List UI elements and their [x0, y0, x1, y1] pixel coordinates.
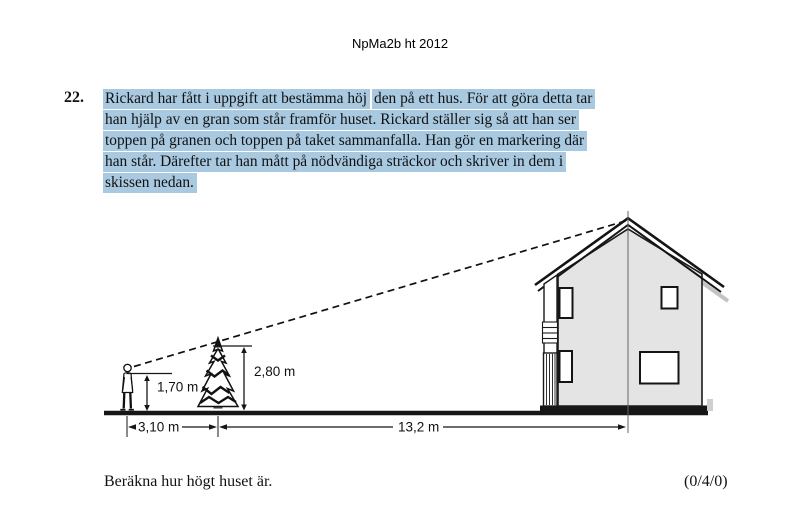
tree-height-label: 2,80 m: [254, 364, 296, 379]
highlighted-text: skissen nedan.: [103, 173, 197, 193]
question-number: 22.: [64, 89, 84, 106]
page-header: NpMa2b ht 2012: [351, 36, 449, 51]
person-legs: [124, 393, 131, 409]
window-lower-right: [640, 352, 679, 384]
distance-person-tree: [128, 420, 217, 435]
window-lower-left: [560, 351, 573, 382]
roof-shadow: [700, 281, 728, 301]
house-shadow: [707, 399, 713, 411]
person-head: [124, 364, 131, 371]
door: [544, 353, 558, 406]
highlighted-text: den på ett hus. För att göra detta tar: [372, 89, 595, 109]
fir-tree: [198, 338, 238, 408]
person-height-measure: [127, 374, 199, 412]
highlighted-text: toppen på granen och toppen på taket sammanfalla. Han gör en markering där: [103, 131, 587, 151]
tree-to-house-label: 13,2 m: [398, 419, 440, 435]
window-upper-right: [662, 287, 678, 309]
distance-tree-house: [219, 420, 626, 435]
highlighted-text: han hjälp av en gran som står framför huset. Rickard ställer sig så att han ser: [103, 110, 579, 130]
task-prompt: Beräkna hur högt huset är.: [104, 473, 273, 490]
person-height-label: 1,70 m: [157, 379, 199, 395]
person-figure: [120, 364, 134, 409]
person-to-tree-label: 3,10 m: [138, 419, 180, 435]
score-badge: (0/4/0): [684, 473, 728, 490]
tree-canopy: [198, 338, 238, 407]
highlighted-text: Rickard har fått i uppgift att bestämma höj: [103, 89, 370, 109]
house: [535, 211, 728, 433]
horizontal-dimensions: [127, 416, 626, 437]
stairs: [543, 322, 558, 343]
highlighted-text: han står. Därefter tar han mått på nödvändiga sträckor och skriver in dem i: [103, 152, 566, 172]
window-upper-left: [560, 288, 573, 318]
